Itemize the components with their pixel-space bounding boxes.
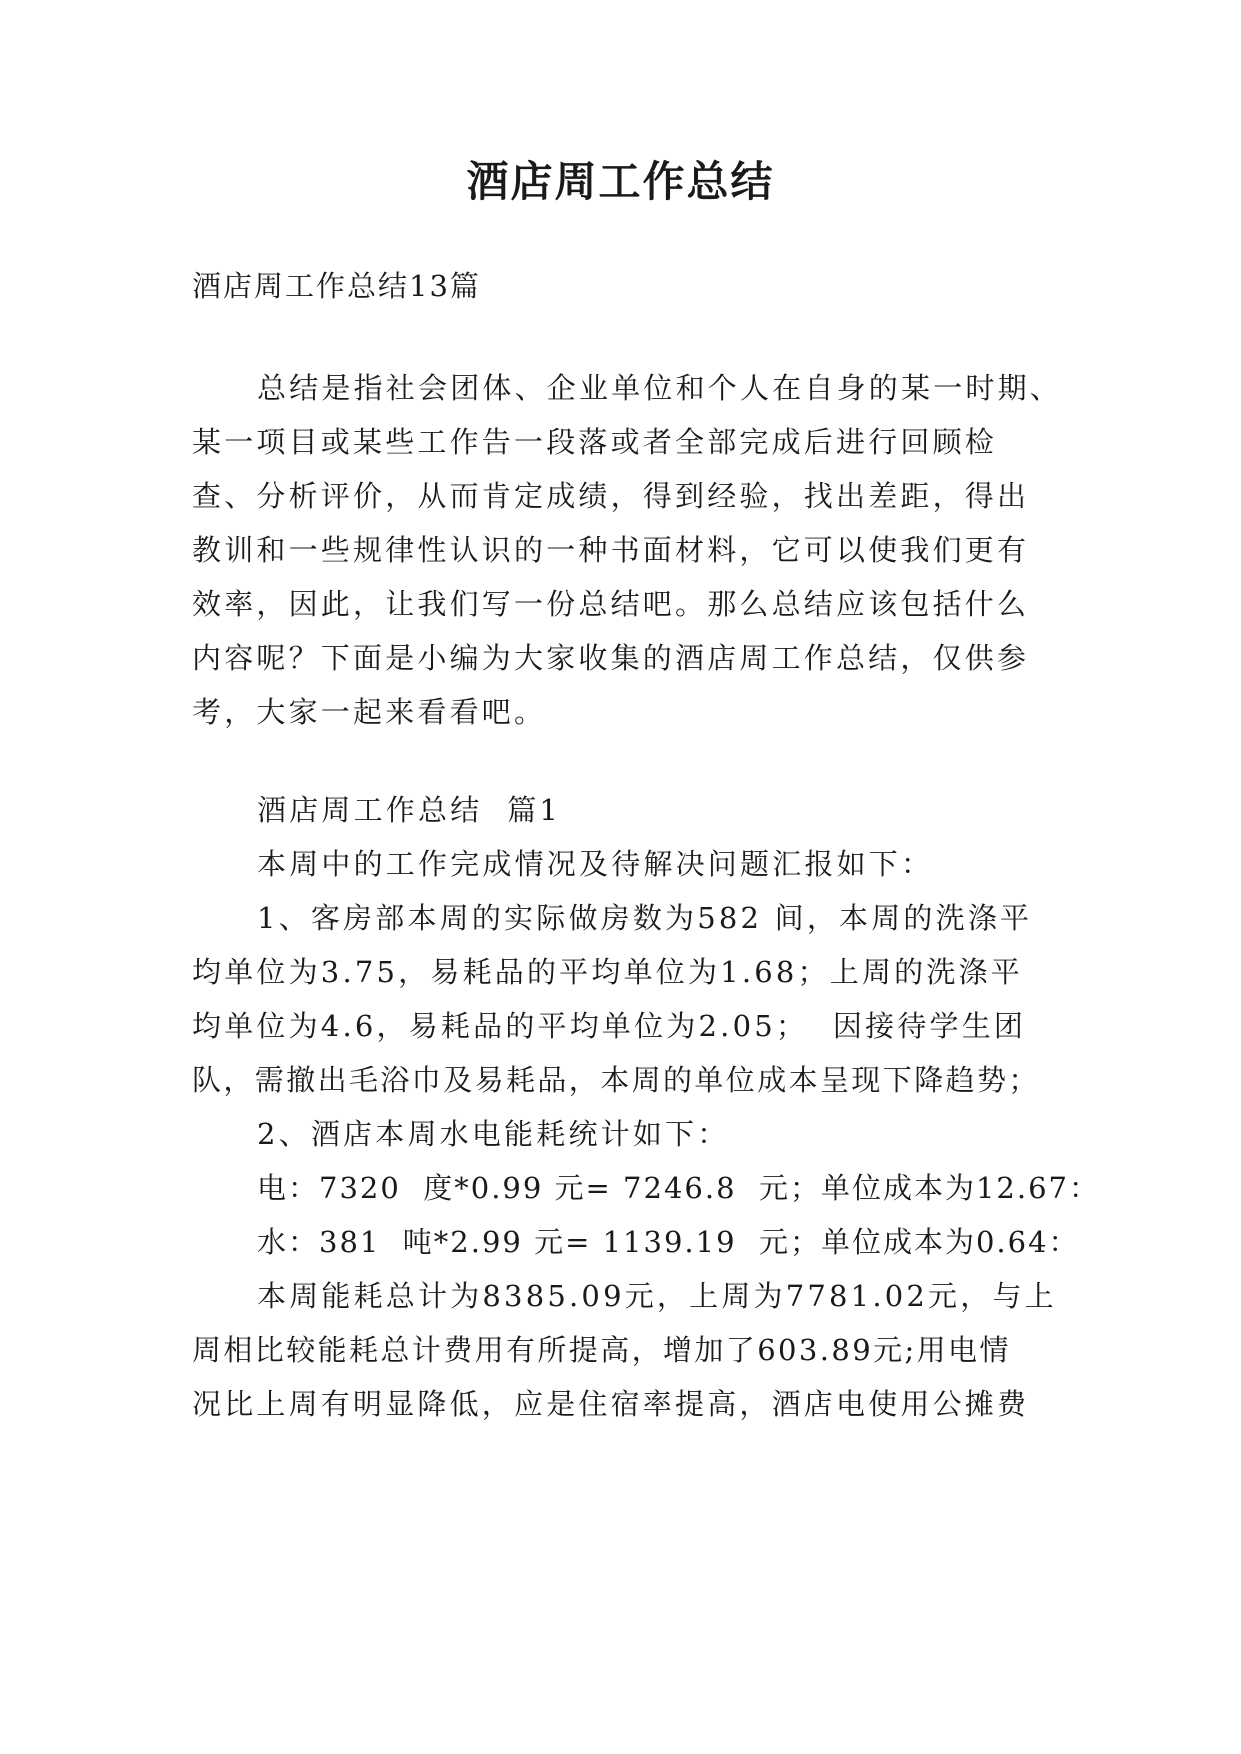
body-line-7: 电：7320 度*0.99 元= 7246.8 元；单位成本为12.67： [257, 1171, 1100, 1205]
intro-line-2: 某一项目或某些工作告一段落或者全部完成后进行回顾检 [192, 425, 998, 459]
intro-line-5: 效率，因此，让我们写一份总结吧。那么总结应该包括什么 [192, 587, 1030, 621]
body-line-10: 周相比较能耗总计费用有所提高，增加了603.89元;用电情 [192, 1333, 1011, 1367]
intro-line-4: 教训和一些规律性认识的一种书面材料，它可以使我们更有 [192, 533, 1030, 567]
body-line-1: 本周中的工作完成情况及待解决问题汇报如下： [257, 847, 934, 881]
body-line-6: 2、酒店本周水电能耗统计如下： [257, 1117, 730, 1151]
body-line-3: 均单位为3.75，易耗品的平均单位为1.68；上周的洗涤平 [192, 955, 1023, 989]
body-line-5: 队，需撤出毛浴巾及易耗品，本周的单位成本呈现下降趋势； [192, 1063, 1040, 1097]
section-heading: 酒店周工作总结 篇1 [257, 793, 562, 827]
intro-line-3: 查、分析评价，从而肯定成绩，得到经验，找出差距，得出 [192, 479, 1030, 513]
body-line-8: 水：381 吨*2.99 元= 1139.19 元；单位成本为0.64： [257, 1225, 1080, 1259]
intro-line-1: 总结是指社会团体、企业单位和个人在自身的某一时期、 [257, 371, 1063, 405]
body-line-9: 本周能耗总计为8385.09元，上周为7781.02元，与上 [257, 1279, 1057, 1313]
body-line-2: 1、客房部本周的实际做房数为582 间，本周的洗涤平 [257, 901, 1033, 935]
body-line-4: 均单位为4.6，易耗品的平均单位为2.05； 因接待学生团 [192, 1009, 1027, 1043]
intro-line-6: 内容呢？下面是小编为大家收集的酒店周工作总结，仅供参 [192, 641, 1030, 675]
document-title: 酒店周工作总结 [466, 157, 775, 206]
body-line-11: 况比上周有明显降低，应是住宿率提高，酒店电使用公摊费 [192, 1387, 1030, 1421]
document-subtitle: 酒店周工作总结13篇 [192, 269, 481, 303]
intro-line-7: 考，大家一起来看看吧。 [192, 695, 547, 729]
